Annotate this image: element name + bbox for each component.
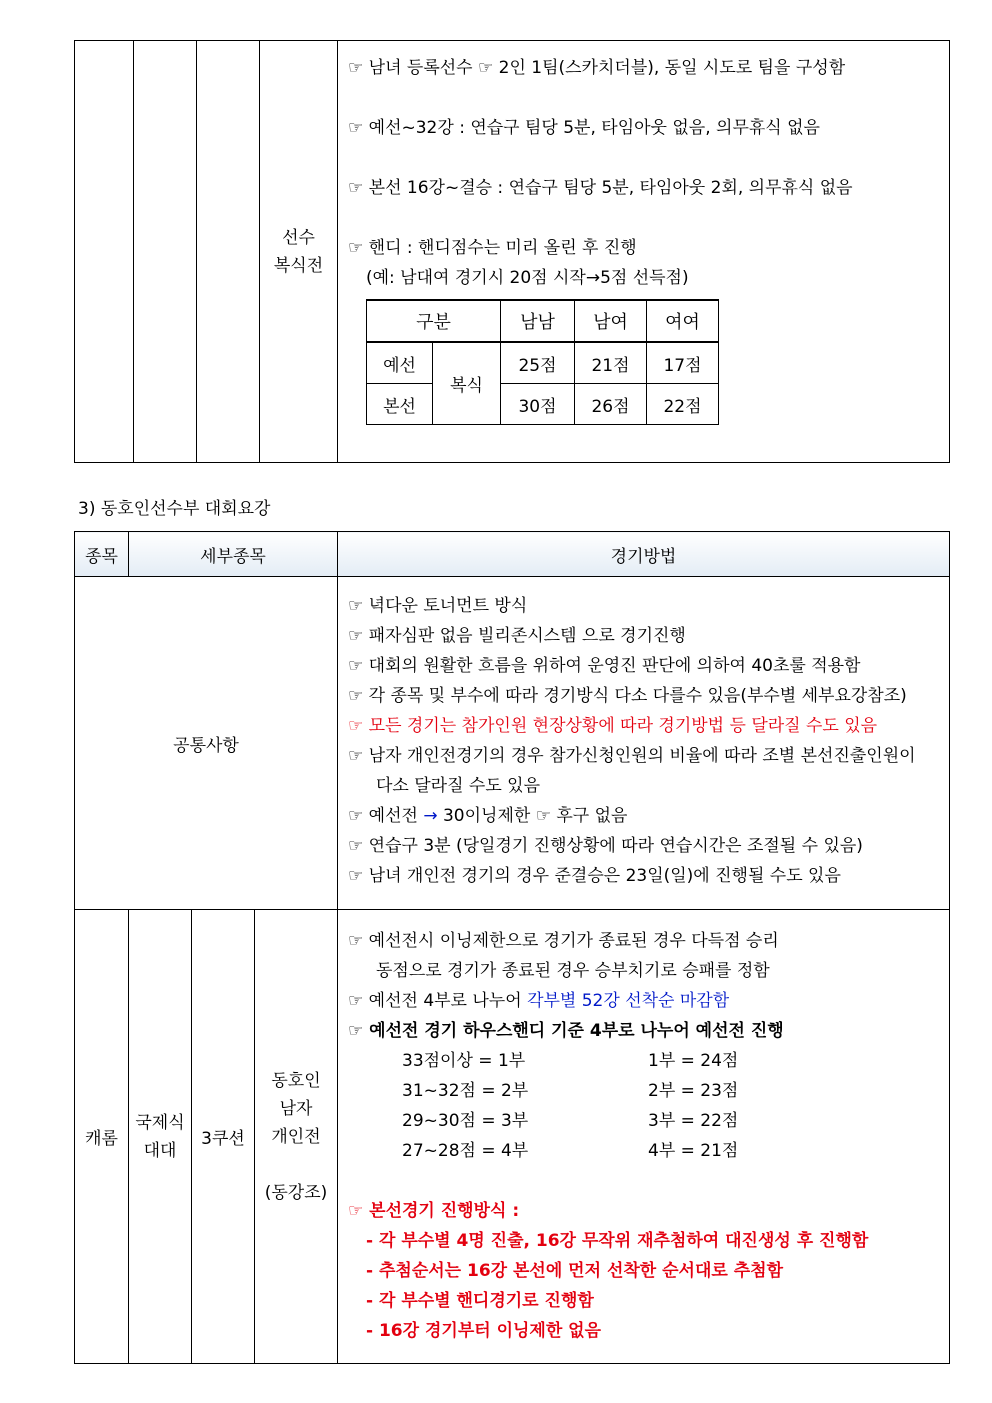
event-line bbox=[348, 986, 949, 1016]
arrow-icon: → bbox=[423, 806, 438, 826]
division-row bbox=[348, 1046, 949, 1076]
event-table-type bbox=[129, 910, 192, 1364]
division-text: (동강조) bbox=[264, 1182, 328, 1203]
handicap-header: 남남 bbox=[501, 300, 575, 342]
method-line: ☞ 핸디 : 핸디점수는 미리 올린 후 진행 bbox=[348, 238, 637, 258]
method-line: ☞ 본선 16강~결승 : 연습구 팀당 5분, 타임아웃 2회, 의무휴식 없음 bbox=[348, 178, 853, 198]
common-line: ☞ 각 종목 및 부수에 따라 경기방식 다소 다를수 있음(부수별 세부요강참조) bbox=[348, 686, 907, 706]
division-text: 남자 bbox=[279, 1098, 313, 1119]
table-type-text: 국제식 대대 bbox=[135, 1112, 185, 1161]
division-row bbox=[348, 1136, 949, 1166]
event-line-text: ☞ 예선전 4부로 나누어 bbox=[348, 991, 528, 1011]
header-event: 종목 bbox=[75, 532, 129, 577]
method-line: (예: 남대여 경기시 20점 시작→5점 선득점) bbox=[366, 268, 689, 288]
division-range: 31~32점 = 2부 bbox=[402, 1081, 529, 1101]
common-line: ☞ 남녀 개인전 경기의 경우 준결승은 23일(일)에 진행될 수도 있음 bbox=[348, 866, 841, 886]
method-line: ☞ 예선~32강 : 연습구 팀당 5분, 타임아웃 없음, 의무휴식 없음 bbox=[348, 118, 820, 138]
division-score: 1부 = 24점 bbox=[648, 1051, 739, 1071]
division-score: 3부 = 22점 bbox=[648, 1111, 739, 1131]
header-method: 경기방법 bbox=[338, 532, 950, 577]
score-cell: 26점 bbox=[575, 384, 647, 425]
division-range: 33점이상 = 1부 bbox=[402, 1051, 526, 1071]
division-text: 동호인 bbox=[271, 1070, 321, 1091]
score-cell: 30점 bbox=[501, 384, 575, 425]
common-line: 다소 달라질 수도 있음 bbox=[376, 776, 541, 796]
event-category: 캐롬 bbox=[75, 910, 129, 1364]
main-table bbox=[74, 531, 950, 1364]
score-cell: 25점 bbox=[501, 342, 575, 384]
common-line: ☞ 연습구 3분 (당일경기 진행상황에 따라 연습시간은 조절될 수 있음) bbox=[348, 836, 863, 856]
finals-line: - 각 부수별 4명 진출, 16강 무작위 재추첨하여 대진생성 후 진행함 bbox=[366, 1231, 869, 1251]
division-range: 27~28점 = 4부 bbox=[402, 1141, 529, 1161]
event-line-highlight: 각부별 52강 선착순 마감함 bbox=[527, 991, 730, 1011]
category-text: 선수 복식전 bbox=[273, 227, 324, 276]
category-label bbox=[260, 41, 338, 463]
event-line: ☞ 예선전 경기 하우스핸디 기준 4부로 나누어 예선전 진행 bbox=[348, 1021, 784, 1041]
common-line: ☞ 남자 개인전경기의 경우 참가신청인원의 비율에 따라 조별 본선진출인원이 bbox=[348, 746, 916, 766]
handicap-header: 구분 bbox=[367, 300, 501, 342]
handicap-header: 여여 bbox=[647, 300, 719, 342]
common-method-cell bbox=[338, 577, 950, 910]
handicap-header: 남여 bbox=[575, 300, 647, 342]
finals-line: - 16강 경기부터 이닝제한 없음 bbox=[366, 1321, 602, 1341]
top-table bbox=[74, 40, 950, 463]
score-cell: 22점 bbox=[647, 384, 719, 425]
common-line: ☞ 대회의 원활한 흐름을 위하여 운영진 판단에 의하여 40초룰 적용함 bbox=[348, 656, 861, 676]
division-row bbox=[348, 1076, 949, 1106]
common-line: ☞ 녁다운 토너먼트 방식 bbox=[348, 596, 528, 616]
division-range: 29~30점 = 3부 bbox=[402, 1111, 529, 1131]
merged-label-cell: 복식 bbox=[433, 342, 501, 425]
method-line: ☞ 남녀 등록선수 ☞ 2인 1팀(스카치더블), 동일 시도로 팀을 구성함 bbox=[348, 58, 846, 78]
division-row bbox=[348, 1106, 949, 1136]
stage-cell: 본선 bbox=[367, 384, 433, 425]
stage-cell: 예선 bbox=[367, 342, 433, 384]
handicap-table bbox=[366, 299, 719, 425]
empty-cell bbox=[134, 41, 197, 463]
empty-cell bbox=[75, 41, 134, 463]
common-line: ☞ 패자심판 없음 빌리존시스템 으로 경기진행 bbox=[348, 626, 686, 646]
common-label: 공통사항 bbox=[75, 577, 338, 910]
division-text: 개인전 bbox=[271, 1126, 321, 1147]
event-line: 동점으로 경기가 종료된 경우 승부치기로 승패를 정함 bbox=[376, 961, 770, 981]
finals-line: - 각 부수별 핸디경기로 진행함 bbox=[366, 1291, 594, 1311]
common-line: ☞ 예선전 → 30이닝제한 ☞ 후구 없음 bbox=[348, 806, 628, 826]
event-line: ☞ 예선전시 이닝제한으로 경기가 종료된 경우 다득점 승리 bbox=[348, 931, 779, 951]
finals-title: ☞ 본선경기 진행방식 : bbox=[348, 1201, 520, 1221]
division-score: 2부 = 23점 bbox=[648, 1081, 739, 1101]
score-cell: 17점 bbox=[647, 342, 719, 384]
method-cell bbox=[338, 41, 950, 463]
common-line: ☞ 모든 경기는 참가인원 현장상황에 따라 경기방법 등 달라질 수도 있음 bbox=[348, 716, 878, 736]
event-game-type: 3쿠션 bbox=[192, 910, 255, 1364]
header-sub-event: 세부종목 bbox=[129, 532, 338, 577]
empty-cell bbox=[197, 41, 260, 463]
finals-line: - 추첨순서는 16강 본선에 먼저 선착한 순서대로 추첨함 bbox=[366, 1261, 784, 1281]
event-division bbox=[255, 910, 338, 1364]
event-method-cell bbox=[338, 910, 950, 1364]
division-score: 4부 = 21점 bbox=[648, 1141, 739, 1161]
score-cell: 21점 bbox=[575, 342, 647, 384]
section-title: 3) 동호인선수부 대회요강 bbox=[78, 499, 271, 519]
